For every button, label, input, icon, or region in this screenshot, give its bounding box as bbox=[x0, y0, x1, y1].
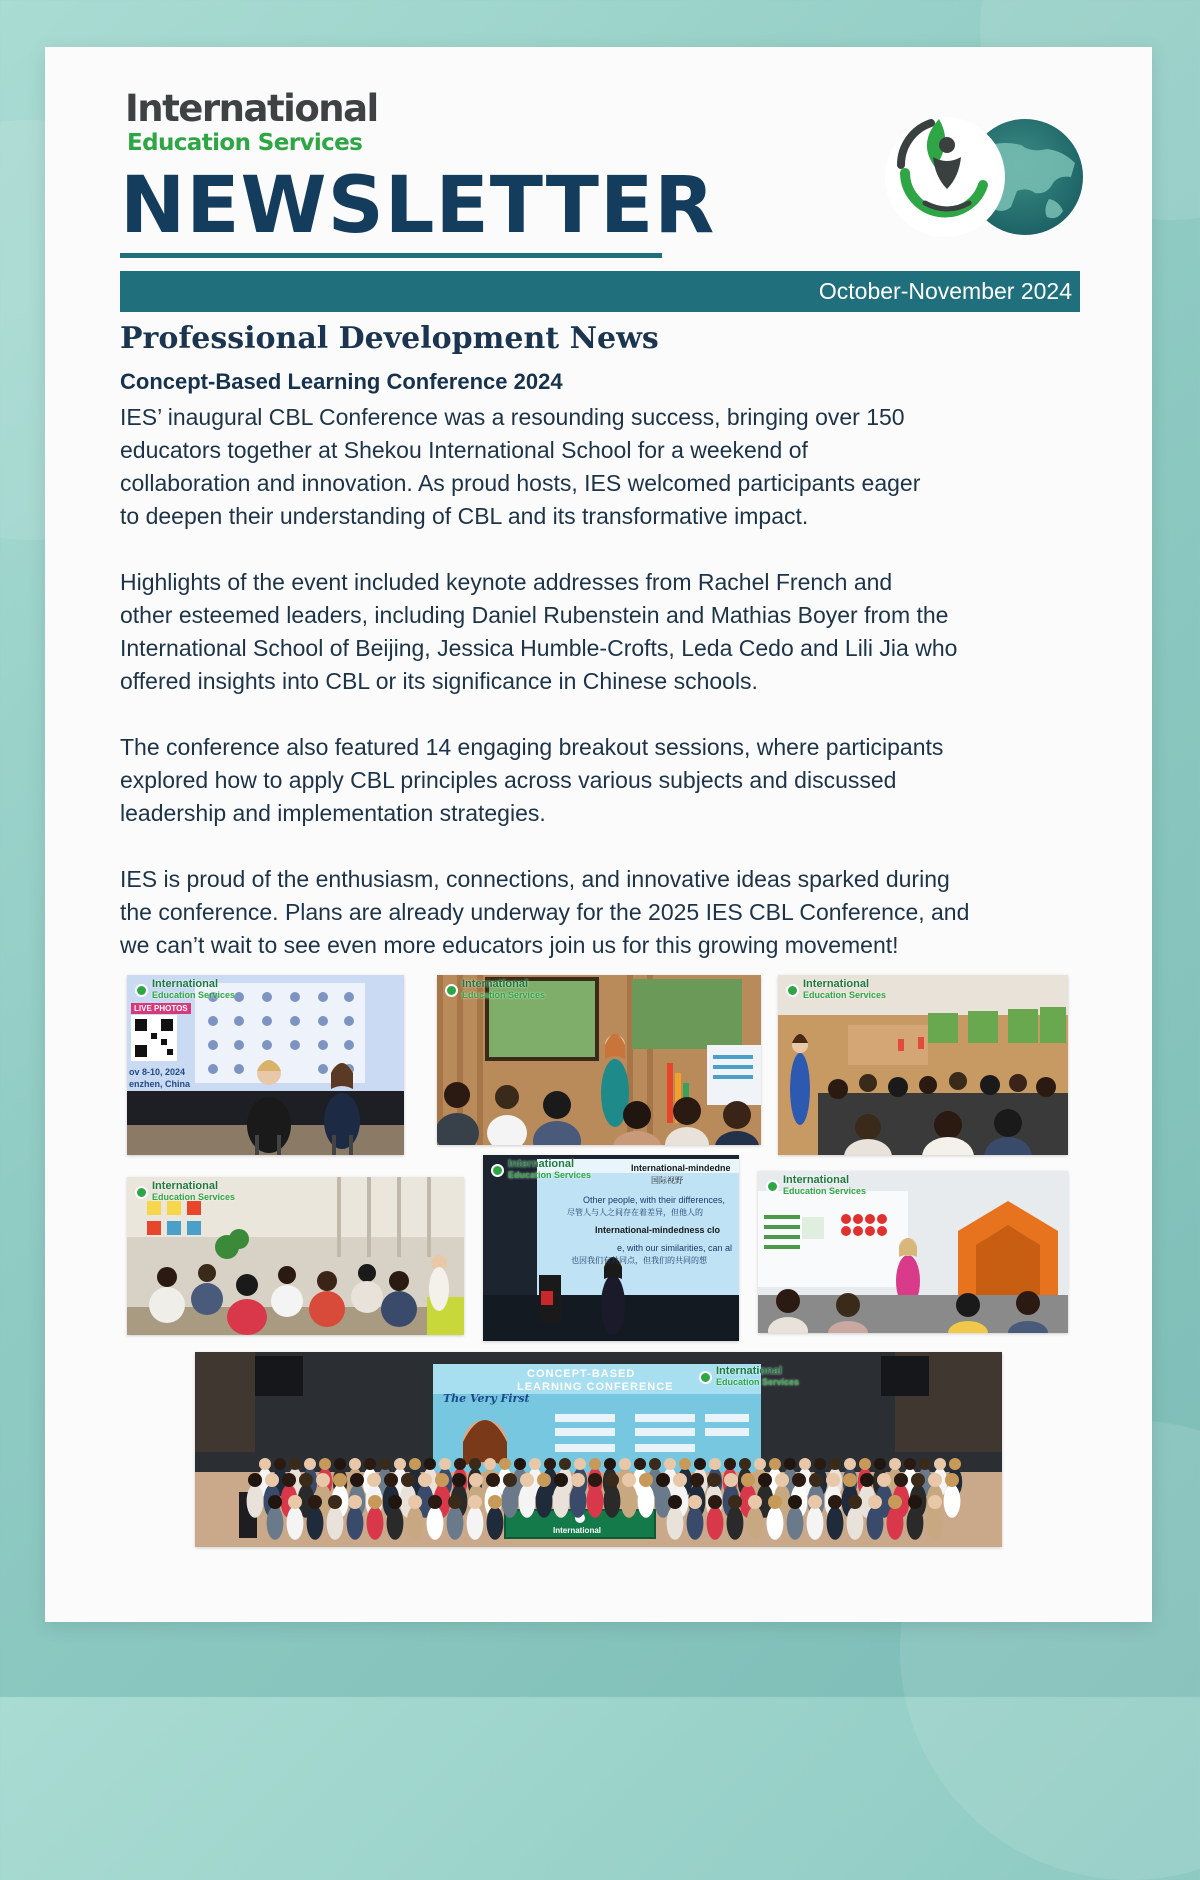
photo-watermark-logo: International Education Services bbox=[699, 1366, 799, 1388]
slide-cn-heading: 国际视野 bbox=[651, 1176, 683, 1185]
brand-subtitle: Education Services bbox=[127, 130, 363, 156]
article-body bbox=[120, 401, 1130, 995]
group-screen-title-1: CONCEPT-BASED bbox=[527, 1368, 636, 1380]
photo-panel-discussion bbox=[127, 975, 404, 1155]
issue-date: October-November 2024 bbox=[818, 278, 1072, 304]
group-screen-script: The Very First bbox=[443, 1392, 530, 1405]
section-title: Professional Development News bbox=[120, 321, 659, 356]
slide-cn-line-1: 尽管人与人之间存在着差异，但他人的 bbox=[567, 1208, 703, 1217]
group-screen-title-2: LEARNING CONFERENCE bbox=[517, 1381, 674, 1393]
brand-name: International bbox=[125, 87, 378, 130]
paragraph-breakouts: The conference also featured 14 engaging breakout sessions, where participants explored how to apply CBL principles across various subjects and discussed leadership and implementation strategies. bbox=[120, 734, 944, 826]
panel-screen-location: enzhen, China bbox=[129, 1079, 191, 1089]
group-banner-logo: International bbox=[553, 1526, 602, 1535]
article-title: Concept-Based Learning Conference 2024 bbox=[120, 369, 563, 394]
photo-math-workshop bbox=[758, 1171, 1068, 1333]
newsletter-page bbox=[45, 47, 1152, 1622]
slide-heading: International-mindedne bbox=[631, 1163, 731, 1173]
issue-date-banner bbox=[120, 271, 1080, 312]
ies-globe-logo-icon bbox=[873, 107, 1088, 242]
photo-table-discussions bbox=[127, 1177, 464, 1335]
slide-cn-line-3: 也因我们有共同点，但我们的共同的想 bbox=[571, 1256, 707, 1265]
slide-line-2: International-mindedness clo bbox=[595, 1225, 721, 1235]
photo-group-conference bbox=[195, 1352, 1002, 1547]
paragraph-intro: IES’ inaugural CBL Conference was a resounding success, bringing over 150 educators together at Shekou International School for a weekend of collaboration and innovation. As proud hosts, IES welcomed participants eager to deepen their understanding of CBL and its transformative impact. bbox=[120, 404, 921, 529]
panel-screen-date: ov 8-10, 2024 bbox=[129, 1067, 186, 1077]
photo-watermark-logo: International Education Services bbox=[445, 979, 545, 1001]
paragraph-closing: IES is proud of the enthusiasm, connections, and innovative ideas sparked during the conference. Plans are already underway for the 2025 IES CBL Conference, and we can’t wait to see even more educators join us for this growing movement! bbox=[120, 866, 970, 958]
slide-line-3: e, with our similarities, can al bbox=[617, 1243, 733, 1253]
photo-watermark-logo: International Education Services bbox=[786, 979, 886, 1001]
photo-keynote-slide bbox=[483, 1155, 739, 1341]
photo-classroom-presenter bbox=[437, 975, 761, 1145]
photo-watermark-logo: International Education Services bbox=[135, 1181, 235, 1203]
photo-breakout-hall bbox=[778, 975, 1068, 1155]
photo-watermark-logo: International Education Services bbox=[766, 1175, 866, 1197]
slide-line-1: Other people, with their differences, bbox=[583, 1195, 725, 1205]
masthead-underline bbox=[120, 253, 662, 258]
photo-watermark-logo: International Education Services bbox=[135, 979, 235, 1001]
photo-watermark-logo: International Education Services bbox=[491, 1159, 591, 1181]
paragraph-highlights: Highlights of the event included keynote addresses from Rachel French and other esteemed leaders, including Daniel Rubenstein and Mathias Boyer from the International School of Beijing, Jessica Humble-Crofts, Leda Cedo and Lili Jia who offered insights into CBL or its significance in Chinese schools. bbox=[120, 569, 958, 694]
newsletter-masthead: NEWSLETTER bbox=[120, 161, 716, 251]
live-photos-label: LIVE PHOTOS bbox=[131, 1003, 191, 1014]
